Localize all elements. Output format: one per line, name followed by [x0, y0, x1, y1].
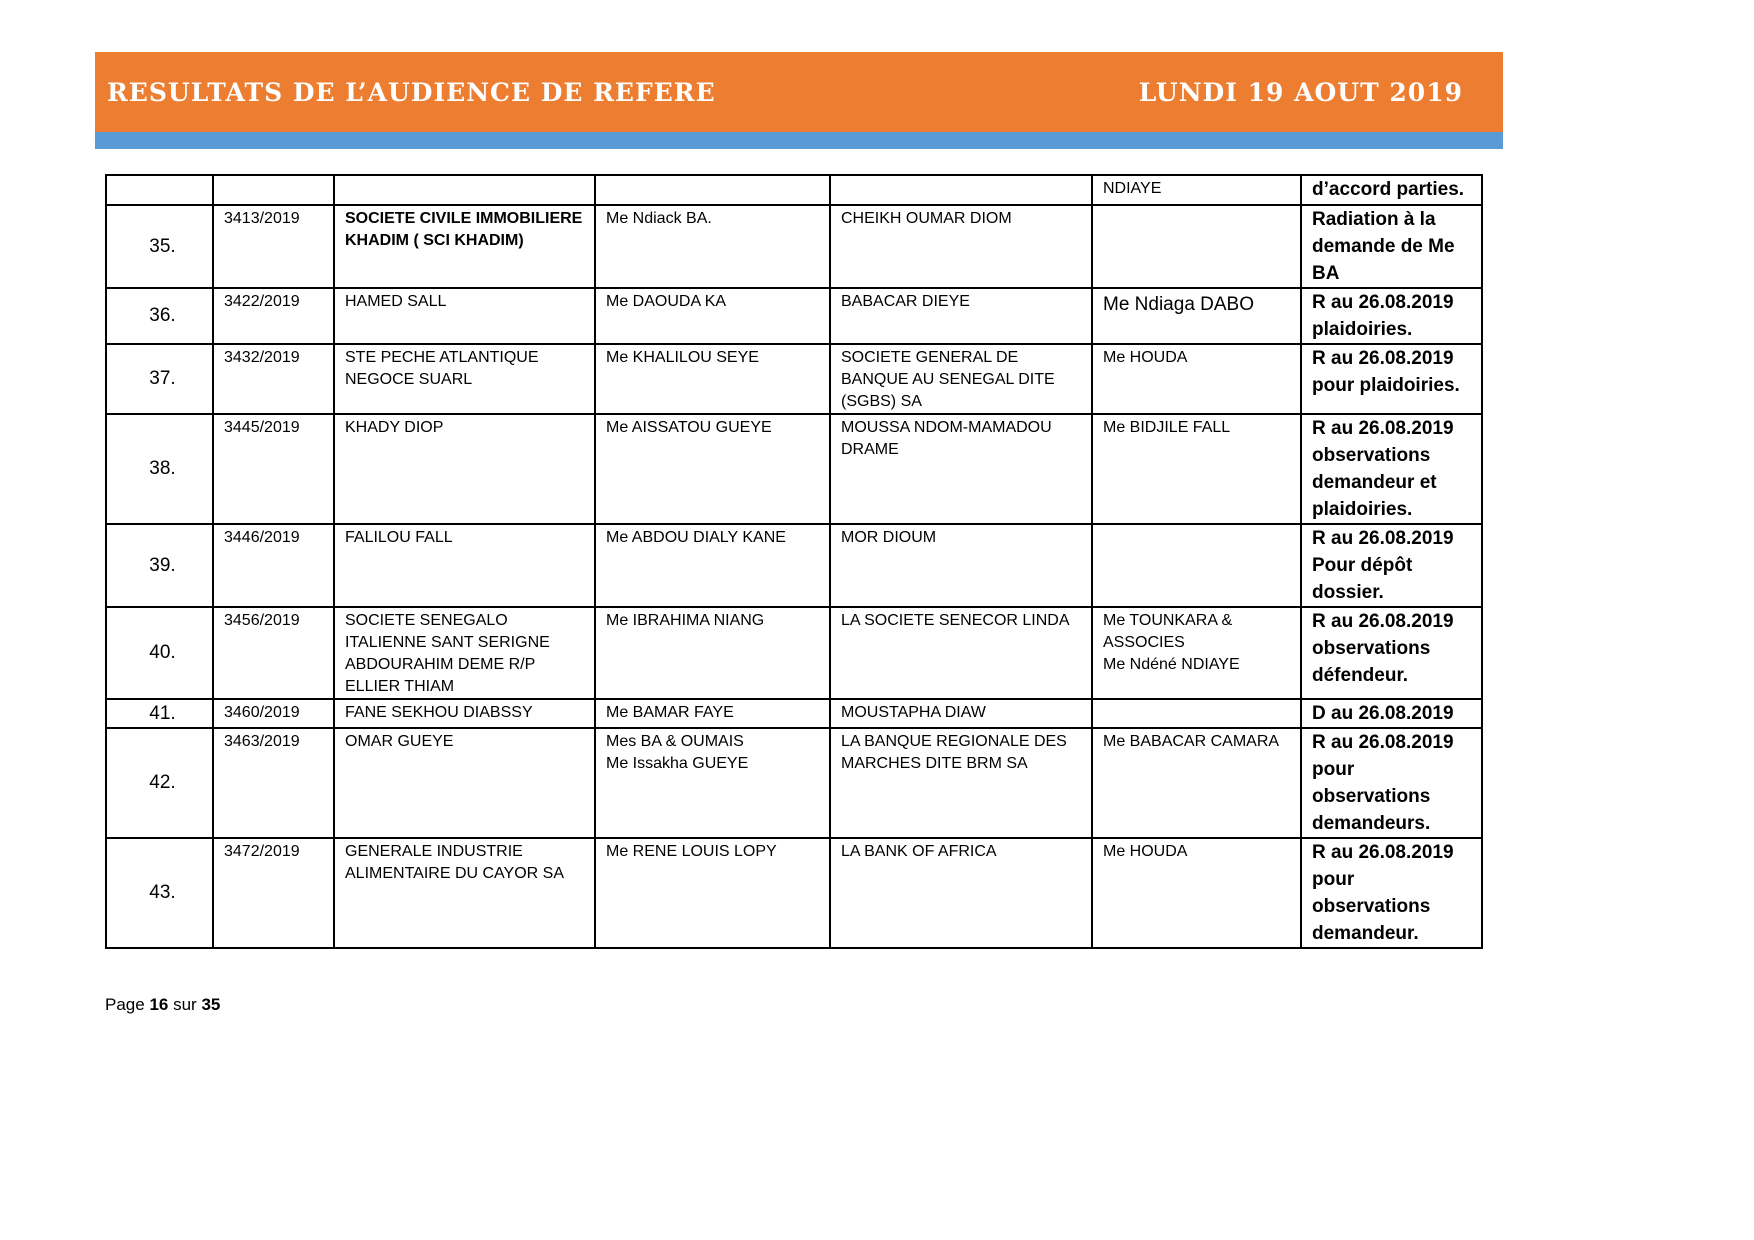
hearing-result: R au 26.08.2019 pour observations demandeurs.: [1301, 728, 1482, 838]
defendant-counsel: [1092, 524, 1301, 607]
case-reference: 3432/2019: [213, 344, 334, 414]
plaintiff-counsel: Me IBRAHIMA NIANG: [595, 607, 830, 699]
case-reference: 3460/2019: [213, 699, 334, 728]
plaintiff-counsel: Me AISSATOU GUEYE: [595, 414, 830, 524]
defendant: LA BANK OF AFRICA: [830, 838, 1092, 948]
page-footer: [105, 995, 220, 1015]
plaintiff: [334, 175, 595, 205]
case-reference: 3445/2019: [213, 414, 334, 524]
plaintiff-counsel: Me KHALILOU SEYE: [595, 344, 830, 414]
case-number: 40.: [106, 607, 213, 699]
table-row: [106, 205, 1482, 288]
defendant-counsel: Me BABACAR CAMARA: [1092, 728, 1301, 838]
case-reference: 3472/2019: [213, 838, 334, 948]
table-row: [106, 175, 1482, 205]
hearing-result: R au 26.08.2019 observations défendeur.: [1301, 607, 1482, 699]
hearing-result: R au 26.08.2019 pour observations demandeur.: [1301, 838, 1482, 948]
header-accent-band: [95, 132, 1503, 149]
plaintiff: GENERALE INDUSTRIE ALIMENTAIRE DU CAYOR SA: [334, 838, 595, 948]
case-reference: [213, 175, 334, 205]
plaintiff: SOCIETE SENEGALO ITALIENNE SANT SERIGNE ABDOURAHIM DEME R/P ELLIER THIAM: [334, 607, 595, 699]
case-number: [106, 175, 213, 205]
defendant-counsel: Me HOUDA: [1092, 344, 1301, 414]
defendant: MOR DIOUM: [830, 524, 1092, 607]
table-row: [106, 607, 1482, 699]
hearing-result: D au 26.08.2019: [1301, 699, 1482, 728]
table-row: [106, 414, 1482, 524]
case-reference: 3456/2019: [213, 607, 334, 699]
defendant-counsel: Me HOUDA: [1092, 838, 1301, 948]
defendant: CHEIKH OUMAR DIOM: [830, 205, 1092, 288]
hearing-result: R au 26.08.2019 pour plaidoiries.: [1301, 344, 1482, 414]
defendant-counsel: NDIAYE: [1092, 175, 1301, 205]
table-row: [106, 728, 1482, 838]
table-row: [106, 344, 1482, 414]
case-reference: 3463/2019: [213, 728, 334, 838]
plaintiff: HAMED SALL: [334, 288, 595, 344]
defendant: BABACAR DIEYE: [830, 288, 1092, 344]
case-reference: 3422/2019: [213, 288, 334, 344]
case-number: 35.: [106, 205, 213, 288]
plaintiff-counsel: Me BAMAR FAYE: [595, 699, 830, 728]
plaintiff: FALILOU FALL: [334, 524, 595, 607]
defendant-counsel: Me TOUNKARA & ASSOCIES Me Ndéné NDIAYE: [1092, 607, 1301, 699]
hearing-result: R au 26.08.2019 observations demandeur et plaidoiries.: [1301, 414, 1482, 524]
hearing-date: LUNDI 19 AOUT 2019: [1138, 77, 1463, 107]
plaintiff-counsel: Me DAOUDA KA: [595, 288, 830, 344]
plaintiff-counsel: Mes BA & OUMAIS Me Issakha GUEYE: [595, 728, 830, 838]
plaintiff: STE PECHE ATLANTIQUE NEGOCE SUARL: [334, 344, 595, 414]
defendant: MOUSTAPHA DIAW: [830, 699, 1092, 728]
table-row: [106, 288, 1482, 344]
case-number: 38.: [106, 414, 213, 524]
table-row: [106, 699, 1482, 728]
case-reference: 3446/2019: [213, 524, 334, 607]
page-total: 35: [201, 995, 221, 1014]
defendant-counsel: [1092, 205, 1301, 288]
hearing-result: R au 26.08.2019 plaidoiries.: [1301, 288, 1482, 344]
plaintiff-counsel: Me Ndiack BA.: [595, 205, 830, 288]
hearing-result: d’accord parties.: [1301, 175, 1482, 205]
results-table: [105, 174, 1483, 949]
header-banner: [95, 52, 1503, 132]
table-row: [106, 838, 1482, 948]
defendant: SOCIETE GENERAL DE BANQUE AU SENEGAL DITE (SGBS) SA: [830, 344, 1092, 414]
defendant-counsel: Me BIDJILE FALL: [1092, 414, 1301, 524]
plaintiff: KHADY DIOP: [334, 414, 595, 524]
plaintiff: SOCIETE CIVILE IMMOBILIERE KHADIM ( SCI KHADIM): [334, 205, 595, 288]
defendant-counsel: Me Ndiaga DABO: [1092, 288, 1301, 344]
plaintiff-counsel: [595, 175, 830, 205]
page-label: Page: [105, 995, 145, 1014]
plaintiff: FANE SEKHOU DIABSSY: [334, 699, 595, 728]
case-number: 41.: [106, 699, 213, 728]
case-number: 43.: [106, 838, 213, 948]
page-number: 16: [149, 995, 169, 1014]
plaintiff-counsel: Me ABDOU DIALY KANE: [595, 524, 830, 607]
defendant: [830, 175, 1092, 205]
defendant: LA BANQUE REGIONALE DES MARCHES DITE BRM SA: [830, 728, 1092, 838]
case-reference: 3413/2019: [213, 205, 334, 288]
hearing-result: R au 26.08.2019 Pour dépôt dossier.: [1301, 524, 1482, 607]
defendant: LA SOCIETE SENECOR LINDA: [830, 607, 1092, 699]
defendant: MOUSSA NDOM-MAMADOU DRAME: [830, 414, 1092, 524]
plaintiff-counsel: Me RENE LOUIS LOPY: [595, 838, 830, 948]
page-of-label: sur: [173, 995, 197, 1014]
case-number: 37.: [106, 344, 213, 414]
page-title: RESULTATS DE L’AUDIENCE DE REFERE: [107, 77, 716, 107]
case-number: 39.: [106, 524, 213, 607]
defendant-counsel: [1092, 699, 1301, 728]
hearing-result: Radiation à la demande de Me BA: [1301, 205, 1482, 288]
case-number: 36.: [106, 288, 213, 344]
plaintiff: OMAR GUEYE: [334, 728, 595, 838]
case-number: 42.: [106, 728, 213, 838]
table-row: [106, 524, 1482, 607]
